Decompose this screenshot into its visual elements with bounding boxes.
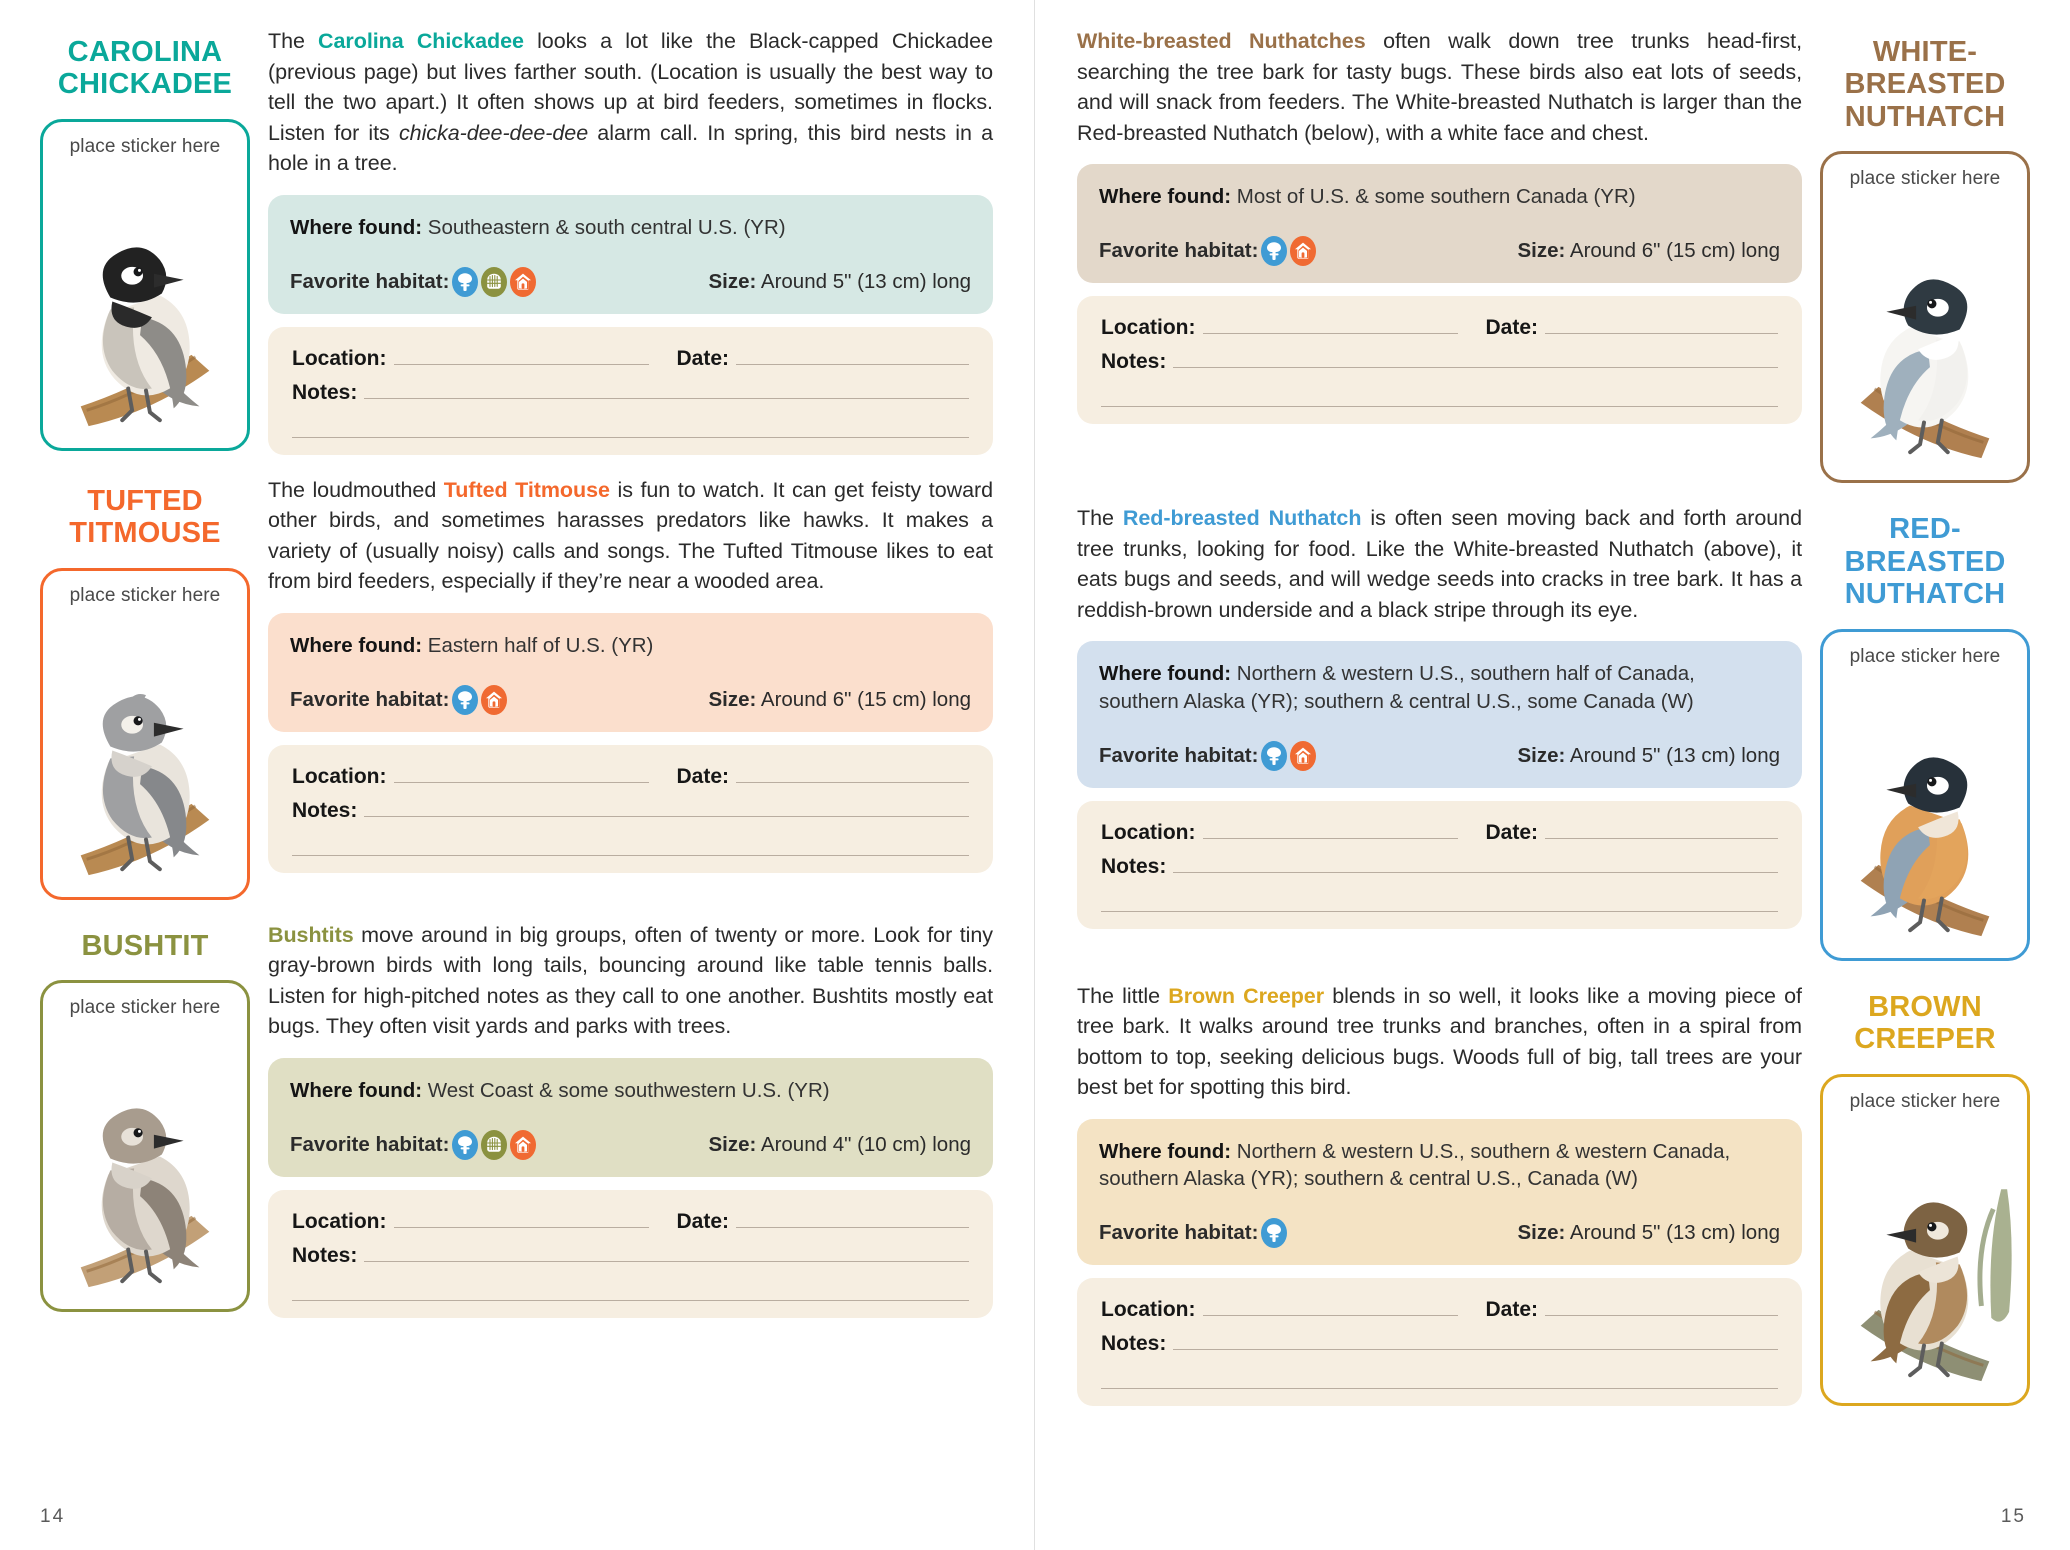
sticker-slot-tufted-titmouse[interactable] — [40, 568, 250, 900]
fact-box-red-breasted-nuthatch — [1077, 641, 1802, 788]
where-found-value: West Coast & some southwestern U.S. (YR) — [427, 1078, 830, 1102]
habitat-size-row — [1099, 741, 1780, 771]
entry-text-carolina-chickadee — [268, 22, 993, 455]
notes-input-line-1[interactable] — [1173, 1335, 1778, 1350]
journal-location-date-row — [292, 1210, 969, 1234]
bird-entry-bushtit — [40, 916, 993, 1318]
right-entry-stack — [1077, 22, 2030, 1406]
fact-box-brown-creeper — [1077, 1119, 1802, 1266]
bird-title-carolina-chickadee — [40, 36, 250, 101]
description-body: often walk down tree trunks head-first, searching the tree bark for tasty bugs. These birds also eat lots of seeds, and will snack from feeders. The White-breasted Nuthatch is larger than the Red-breasted Nuthatch (below), with a white face and chest. — [1077, 29, 1802, 145]
sticker-placeholder-label: place sticker here — [69, 584, 221, 606]
journal-notes-row — [1101, 855, 1778, 879]
location-input-line[interactable] — [394, 768, 649, 783]
favorite-habitat-group — [1099, 1218, 1287, 1248]
favorite-habitat-label: Favorite habitat: — [290, 1133, 450, 1157]
bird-card-tufted-titmouse — [40, 471, 250, 900]
journal-box-bushtit — [268, 1190, 993, 1318]
sticker-placeholder-label: place sticker here — [1849, 1090, 2001, 1112]
habitat-icon-list — [452, 1130, 536, 1160]
bird-entry-carolina-chickadee — [40, 22, 993, 455]
date-input-line[interactable] — [1545, 1301, 1778, 1316]
description-bird-name: Bushtits — [268, 922, 354, 947]
bird-illustration — [51, 1021, 239, 1301]
description-body: move around in big groups, often of twenty or more. Look for tiny gray-brown birds with long tails, bouncing around like table tennis balls. Listen for high-pitched notes as they call to one another. Bushtits mostly eat bugs. They often visit yards and parks with trees. — [268, 922, 993, 1039]
where-found-row — [1099, 660, 1780, 715]
bird-title-bushtit — [40, 930, 250, 962]
journal-notes-row-2 — [1101, 879, 1778, 912]
habitat-size-row — [1099, 1218, 1780, 1248]
favorite-habitat-group — [290, 1130, 536, 1160]
bird-illustration — [1831, 192, 2019, 472]
house-habitat-icon — [481, 685, 507, 715]
notes-input-line-1[interactable] — [1173, 858, 1778, 873]
bird-card-carolina-chickadee — [40, 22, 250, 455]
date-input-line[interactable] — [736, 350, 969, 365]
fact-box-bushtit — [268, 1058, 993, 1177]
location-input-line[interactable] — [1203, 824, 1458, 839]
bird-description-brown-creeper — [1077, 981, 1802, 1103]
where-found-value: Northern & western U.S., southern half of Canada, southern Alaska (YR); southern & central U.S., some Canada (W) — [1099, 662, 1695, 713]
location-label: Location: — [1101, 820, 1196, 844]
bird-description-tufted-titmouse — [268, 475, 993, 597]
journal-notes-row-2 — [1101, 1356, 1778, 1389]
sticker-placeholder-label: place sticker here — [69, 135, 221, 157]
bird-title-line1: RED-BREASTED — [1844, 513, 2006, 578]
tree-habitat-icon — [452, 685, 478, 715]
where-found-row — [290, 632, 971, 659]
tree-habitat-icon — [1261, 1218, 1287, 1248]
journal-notes-row — [292, 799, 969, 823]
bird-card-bushtit — [40, 916, 250, 1318]
bird-title-line1: WHITE-BREASTED — [1844, 36, 2006, 101]
entry-text-red-breasted-nuthatch — [1077, 499, 1802, 960]
date-input-line[interactable] — [736, 1213, 969, 1228]
journal-box-brown-creeper — [1077, 1278, 1802, 1406]
tree-habitat-icon — [1261, 236, 1287, 266]
journal-notes-row — [292, 1244, 969, 1268]
bird-photo-bushtit — [51, 1021, 239, 1301]
where-found-label: Where found: — [1099, 1139, 1232, 1163]
favorite-habitat-label: Favorite habitat: — [290, 688, 450, 712]
description-body: blends in so well, it looks like a moving piece of tree bark. It walks around tree trunks and branches, often in a spiral from bottom to top, seeking delicious bugs. Woods full of big, tall trees are your best bet for spotting this bird. — [1077, 983, 1802, 1100]
bird-entry-red-breasted-nuthatch — [1077, 499, 2030, 960]
tree-habitat-icon — [1261, 741, 1287, 771]
size-row — [708, 1133, 971, 1157]
journal-box-carolina-chickadee — [268, 327, 993, 455]
where-found-value: Eastern half of U.S. (YR) — [427, 633, 654, 657]
date-label: Date: — [676, 1210, 730, 1234]
fact-box-white-breasted-nuthatch — [1077, 164, 1802, 283]
journal-notes-row — [1101, 1332, 1778, 1356]
bird-title-line2: NUTHATCH — [1844, 578, 2006, 611]
where-found-value: Northern & western U.S., southern & western Canada, southern Alaska (YR); southern & central U.S., Canada (W) — [1099, 1139, 1731, 1191]
journal-box-tufted-titmouse — [268, 745, 993, 873]
sticker-slot-bushtit[interactable] — [40, 980, 250, 1312]
size-value: Around 5" (13 cm) long — [1569, 743, 1780, 767]
size-value: Around 6" (15 cm) long — [760, 688, 971, 712]
notes-input-line-1[interactable] — [364, 802, 969, 817]
bird-title-white-breasted-nuthatch — [1820, 36, 2030, 133]
sticker-slot-brown-creeper[interactable] — [1820, 1074, 2030, 1406]
shrub-habitat-icon — [481, 267, 507, 297]
location-input-line[interactable] — [1203, 1301, 1458, 1316]
house-habitat-icon — [1290, 741, 1316, 771]
notes-input-line-1[interactable] — [364, 384, 969, 399]
journal-location-date-row — [1101, 821, 1778, 845]
bird-card-red-breasted-nuthatch — [1820, 499, 2030, 960]
bird-illustration — [1831, 670, 2019, 950]
where-found-row — [1099, 183, 1780, 210]
size-row — [1517, 1221, 1780, 1245]
size-row — [1517, 239, 1780, 263]
description-tail: alarm call. In spring, this bird nests in a hole in a tree. — [268, 120, 993, 176]
page-number-right: 15 — [2000, 1506, 2026, 1527]
location-input-line[interactable] — [394, 350, 649, 365]
bird-photo-red-breasted-nuthatch — [1831, 670, 2019, 950]
size-value: Around 4" (10 cm) long — [760, 1133, 971, 1157]
description-pre: The — [1077, 506, 1123, 531]
favorite-habitat-group — [1099, 236, 1316, 266]
where-found-value: Southeastern & south central U.S. (YR) — [427, 215, 786, 239]
where-found-label: Where found: — [290, 633, 423, 657]
bird-title-line1: TUFTED — [87, 484, 203, 517]
size-row — [708, 270, 971, 294]
where-found-label: Where found: — [1099, 185, 1232, 209]
journal-location-date-row — [292, 765, 969, 789]
description-pre: The loudmouthed — [268, 477, 444, 502]
habitat-icon-list — [1261, 236, 1316, 266]
bird-title-line1: BUSHTIT — [81, 929, 209, 962]
notes-input-line-2[interactable] — [1101, 1374, 1778, 1389]
date-label: Date: — [1485, 820, 1539, 844]
fact-box-carolina-chickadee — [268, 195, 993, 314]
entry-text-white-breasted-nuthatch — [1077, 22, 1802, 483]
description-bird-name: Red-breasted Nuthatch — [1122, 506, 1362, 531]
journal-location-date-row — [1101, 316, 1778, 340]
bird-title-line1: BROWN — [1868, 990, 1982, 1023]
location-label: Location: — [1101, 316, 1196, 340]
size-row — [1517, 744, 1780, 768]
bird-entry-tufted-titmouse — [40, 471, 993, 900]
sticker-placeholder-label: place sticker here — [69, 997, 221, 1019]
favorite-habitat-label: Favorite habitat: — [1099, 239, 1259, 263]
sticker-placeholder-label: place sticker here — [1849, 168, 2001, 190]
location-label: Location: — [292, 1210, 387, 1234]
bird-entry-white-breasted-nuthatch — [1077, 22, 2030, 483]
sticker-placeholder-label: place sticker here — [1849, 645, 2001, 667]
bird-photo-carolina-chickadee — [51, 160, 239, 440]
bird-description-red-breasted-nuthatch — [1077, 503, 1802, 625]
size-label: Size: — [708, 688, 757, 712]
bird-illustration — [1831, 1115, 2019, 1395]
date-label: Date: — [1485, 1298, 1539, 1322]
where-found-label: Where found: — [290, 215, 423, 239]
bird-title-line2: CREEPER — [1854, 1023, 1996, 1056]
habitat-icon-list — [1261, 741, 1316, 771]
location-input-line[interactable] — [1203, 319, 1458, 334]
sticker-slot-white-breasted-nuthatch[interactable] — [1820, 151, 2030, 483]
habitat-icon-list — [452, 267, 536, 297]
bird-illustration — [51, 160, 239, 440]
habitat-size-row — [1099, 236, 1780, 266]
notes-label: Notes: — [292, 799, 358, 823]
journal-location-date-row — [292, 347, 969, 371]
date-label: Date: — [676, 346, 730, 370]
description-bird-name: White-breasted Nuthatches — [1077, 29, 1366, 53]
bird-title-line2: NUTHATCH — [1844, 100, 2006, 133]
where-found-row — [1099, 1138, 1780, 1193]
description-body: is fun to watch. It can get feisty toward other birds, and sometimes harasses predators like hawks. It makes a variety of (usually noisy) calls and songs. The Tufted Titmouse likes to eat from bird feeders, especially if they’re near a wooded area. — [268, 477, 994, 594]
bird-title-line2: CHICKADEE — [57, 68, 233, 101]
notes-input-line-1[interactable] — [364, 1247, 969, 1262]
size-value: Around 6" (15 cm) long — [1569, 239, 1780, 263]
bird-photo-tufted-titmouse — [51, 609, 239, 889]
entry-text-brown-creeper — [1077, 977, 1802, 1407]
entry-text-tufted-titmouse — [268, 471, 993, 900]
description-pre: The — [268, 29, 319, 53]
bird-photo-white-breasted-nuthatch — [1831, 192, 2019, 472]
date-label: Date: — [676, 765, 730, 789]
tree-habitat-icon — [452, 1130, 478, 1160]
journal-location-date-row — [1101, 1298, 1778, 1322]
size-label: Size: — [1517, 743, 1566, 767]
journal-notes-row — [292, 381, 969, 405]
bird-description-carolina-chickadee — [268, 26, 993, 179]
size-row — [708, 688, 971, 712]
location-input-line[interactable] — [394, 1213, 649, 1228]
bird-card-brown-creeper — [1820, 977, 2030, 1407]
journal-notes-row-2 — [1101, 374, 1778, 407]
where-found-value: Most of U.S. & some southern Canada (YR) — [1236, 185, 1636, 209]
left-entry-stack — [40, 22, 993, 1318]
notes-label: Notes: — [1101, 854, 1167, 878]
location-label: Location: — [1101, 1298, 1196, 1322]
bird-title-brown-creeper — [1820, 991, 2030, 1056]
journal-notes-row-2 — [292, 405, 969, 438]
habitat-icon-list — [1261, 1218, 1287, 1248]
description-bird-name: Tufted Titmouse — [443, 477, 610, 502]
size-label: Size: — [1517, 239, 1566, 263]
notes-label: Notes: — [1101, 350, 1167, 374]
notes-label: Notes: — [292, 380, 358, 404]
description-call-phrase: chicka-dee-dee-dee — [398, 120, 589, 145]
where-found-label: Where found: — [1099, 662, 1232, 686]
page-number-left: 14 — [40, 1506, 66, 1527]
description-body: is often seen moving back and forth around tree trunks, looking for food. Like the White-breasted Nuthatch (above), it eats bugs and seeds, and will wedge seeds into cracks in tree bark. It has a reddish-brown underside and a black stripe through its eye. — [1077, 506, 1803, 622]
bird-photo-brown-creeper — [1831, 1115, 2019, 1395]
description-pre: The little — [1077, 983, 1169, 1008]
sticker-slot-red-breasted-nuthatch[interactable] — [1820, 629, 2030, 961]
date-input-line[interactable] — [1545, 319, 1778, 334]
favorite-habitat-label: Favorite habitat: — [290, 269, 450, 293]
shrub-habitat-icon — [481, 1130, 507, 1160]
date-input-line[interactable] — [1545, 824, 1778, 839]
favorite-habitat-group — [290, 267, 536, 297]
bird-description-white-breasted-nuthatch — [1077, 26, 1802, 148]
date-input-line[interactable] — [736, 768, 969, 783]
habitat-size-row — [290, 267, 971, 297]
notes-input-line-1[interactable] — [1173, 353, 1778, 368]
description-bird-name: Brown Creeper — [1168, 983, 1325, 1008]
notes-input-line-2[interactable] — [292, 423, 969, 438]
house-habitat-icon — [510, 267, 536, 297]
habitat-size-row — [290, 1130, 971, 1160]
where-found-row — [290, 1077, 971, 1104]
size-value: Around 5" (13 cm) long — [760, 269, 971, 293]
description-bird-name: Carolina Chickadee — [318, 29, 524, 53]
bird-title-line2: TITMOUSE — [69, 517, 221, 550]
bird-description-bushtit — [268, 920, 993, 1042]
favorite-habitat-label: Favorite habitat: — [1099, 1221, 1259, 1245]
favorite-habitat-label: Favorite habitat: — [1099, 743, 1259, 767]
bird-title-red-breasted-nuthatch — [1820, 513, 2030, 610]
bird-entry-brown-creeper — [1077, 977, 2030, 1407]
right-page — [1035, 0, 2070, 1550]
entry-text-bushtit — [268, 916, 993, 1318]
notes-label: Notes: — [1101, 1332, 1167, 1356]
house-habitat-icon — [510, 1130, 536, 1160]
journal-box-white-breasted-nuthatch — [1077, 296, 1802, 424]
habitat-size-row — [290, 685, 971, 715]
location-label: Location: — [292, 346, 387, 370]
size-label: Size: — [708, 1133, 757, 1157]
where-found-row — [290, 214, 971, 241]
bird-title-line1: CAROLINA — [67, 36, 223, 68]
notes-input-line-2[interactable] — [292, 1286, 969, 1301]
date-label: Date: — [1485, 316, 1539, 340]
journal-box-red-breasted-nuthatch — [1077, 801, 1802, 929]
bird-illustration — [51, 609, 239, 889]
size-label: Size: — [1517, 1221, 1566, 1245]
favorite-habitat-group — [290, 685, 507, 715]
where-found-label: Where found: — [290, 1078, 423, 1102]
journal-notes-row-2 — [292, 1268, 969, 1301]
location-label: Location: — [292, 765, 387, 789]
notes-input-line-2[interactable] — [292, 841, 969, 856]
size-value: Around 5" (13 cm) long — [1569, 1221, 1780, 1245]
notes-label: Notes: — [292, 1244, 358, 1268]
notes-input-line-2[interactable] — [1101, 392, 1778, 407]
notes-input-line-2[interactable] — [1101, 897, 1778, 912]
description-body: looks a lot like the Black-capped Chickadee (previous page) but lives farther south. (Location is usually the best way to tell the two apart.) It often shows up at bird feeders, sometimes in flocks. Listen for its — [268, 29, 993, 145]
habitat-icon-list — [452, 685, 507, 715]
fact-box-tufted-titmouse — [268, 613, 993, 732]
tree-habitat-icon — [452, 267, 478, 297]
favorite-habitat-group — [1099, 741, 1316, 771]
bird-title-tufted-titmouse — [40, 485, 250, 550]
journal-notes-row — [1101, 350, 1778, 374]
sticker-slot-carolina-chickadee[interactable] — [40, 119, 250, 451]
bird-card-white-breasted-nuthatch — [1820, 22, 2030, 483]
size-label: Size: — [708, 269, 757, 293]
house-habitat-icon — [1290, 236, 1316, 266]
journal-notes-row-2 — [292, 823, 969, 856]
